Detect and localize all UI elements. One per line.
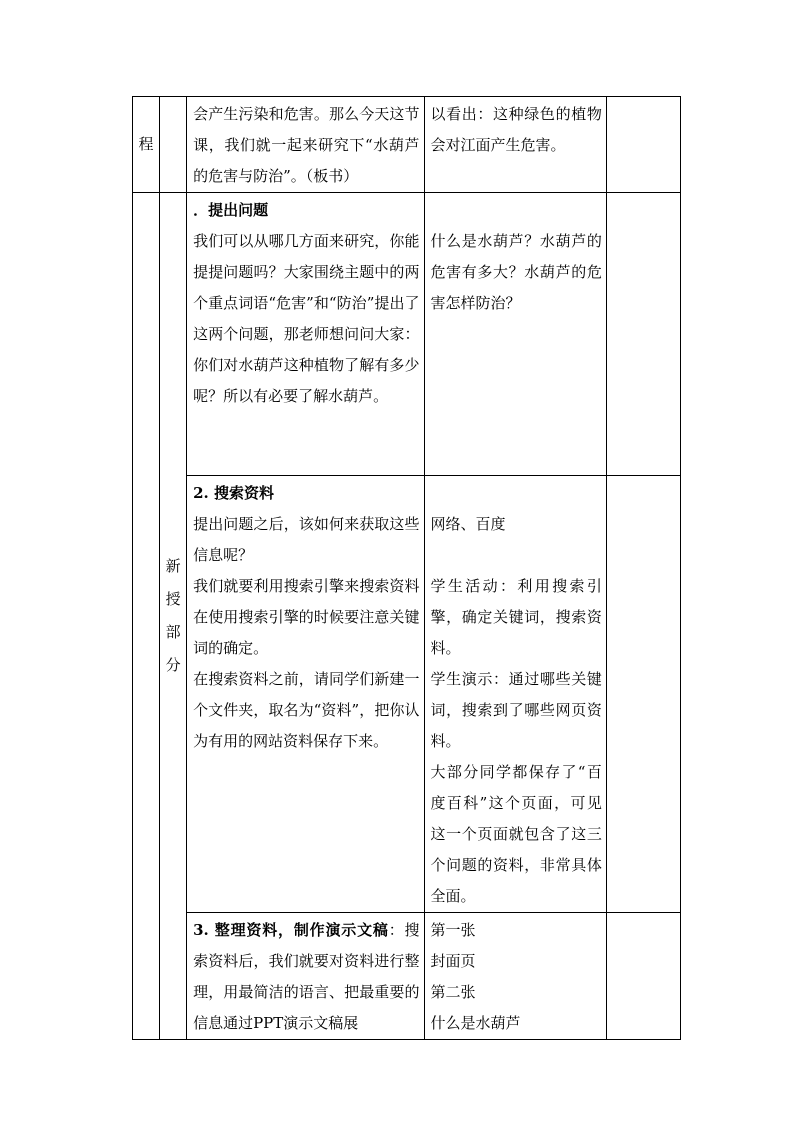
section-heading: 3. 整理资料，制作演示文稿 — [193, 921, 389, 939]
teacher-activity-cell — [187, 193, 424, 476]
section-heading: 2. 搜索资料 — [193, 484, 274, 502]
section-heading: ．提出问题 — [193, 201, 269, 219]
student-activity-cell — [424, 913, 606, 1040]
teacher-text: 在搜索资料之前，请同学们新建一个文件夹，取名为“资料”，把你认为有用的网站资料保存下来。 — [193, 670, 420, 750]
student-text: 第二张 — [430, 983, 476, 1001]
substage-cell — [160, 97, 187, 193]
subsection-label: 新 授 部 分 — [160, 193, 187, 1040]
table-row — [133, 193, 681, 476]
stage-cell — [133, 193, 160, 1040]
teacher-text: 会产生污染和危害。那么今天这节课，我们就一起来研究下“水葫芦的危害与防治”。（板书） — [193, 105, 420, 185]
student-activity-cell — [424, 476, 606, 913]
teacher-activity-cell — [187, 913, 424, 1040]
student-text: 网络、百度 — [430, 515, 506, 533]
student-text: 第一张 — [430, 921, 476, 939]
table-row — [133, 476, 681, 913]
student-text: 学生活动：利用搜索引擎，确定关键词，搜索资料。 — [430, 577, 602, 657]
student-text: 封面页 — [430, 952, 476, 970]
student-text: 什么是水葫芦？水葫芦的危害有多大？水葫芦的危害怎样防治？ — [430, 232, 602, 312]
teacher-text: 我们可以从哪几方面来研究，你能提提问题吗？大家围绕主题中的两个重点词语“危害”和“防治”提出了这两个问题，那老师想问问大家：你们对水葫芦这种植物了解有多少呢？所以有必要了解水葫芦。 — [193, 232, 420, 405]
table-row — [133, 913, 681, 1040]
student-text: 什么是水葫芦 — [430, 1014, 521, 1032]
teacher-text: 3. 整理资料，制作演示文稿：搜索资料后，我们就要对资料进行整理，用最简洁的语言、把最重要的信息通过PPT演示文稿展 — [193, 921, 420, 1032]
note-cell — [606, 476, 680, 913]
note-cell — [606, 913, 680, 1040]
note-cell — [606, 97, 680, 193]
teacher-activity-cell — [187, 476, 424, 913]
stage-cell — [133, 97, 160, 193]
lesson-plan-table — [132, 96, 681, 1040]
teacher-activity-cell — [187, 97, 424, 193]
student-text: 学生演示：通过哪些关键词，搜索到了哪些网页资料。 — [430, 670, 602, 750]
table-row — [133, 97, 681, 193]
student-activity-cell — [424, 97, 606, 193]
teacher-text: 我们就要利用搜索引擎来搜索资料在使用搜索引擎的时候要注意关键词的确定。 — [193, 577, 420, 657]
stage-label: 程 — [138, 135, 154, 153]
student-text: 以看出：这种绿色的植物会对江面产生危害。 — [430, 105, 602, 154]
student-activity-cell — [424, 193, 606, 476]
student-text: 大部分同学都保存了“百度百科”这个页面，可见这一个页面就包含了这三个问题的资料，非常具体全面。 — [430, 763, 602, 905]
note-cell — [606, 193, 680, 476]
teacher-text: 提出问题之后，该如何来获取这些信息呢？ — [193, 515, 420, 564]
